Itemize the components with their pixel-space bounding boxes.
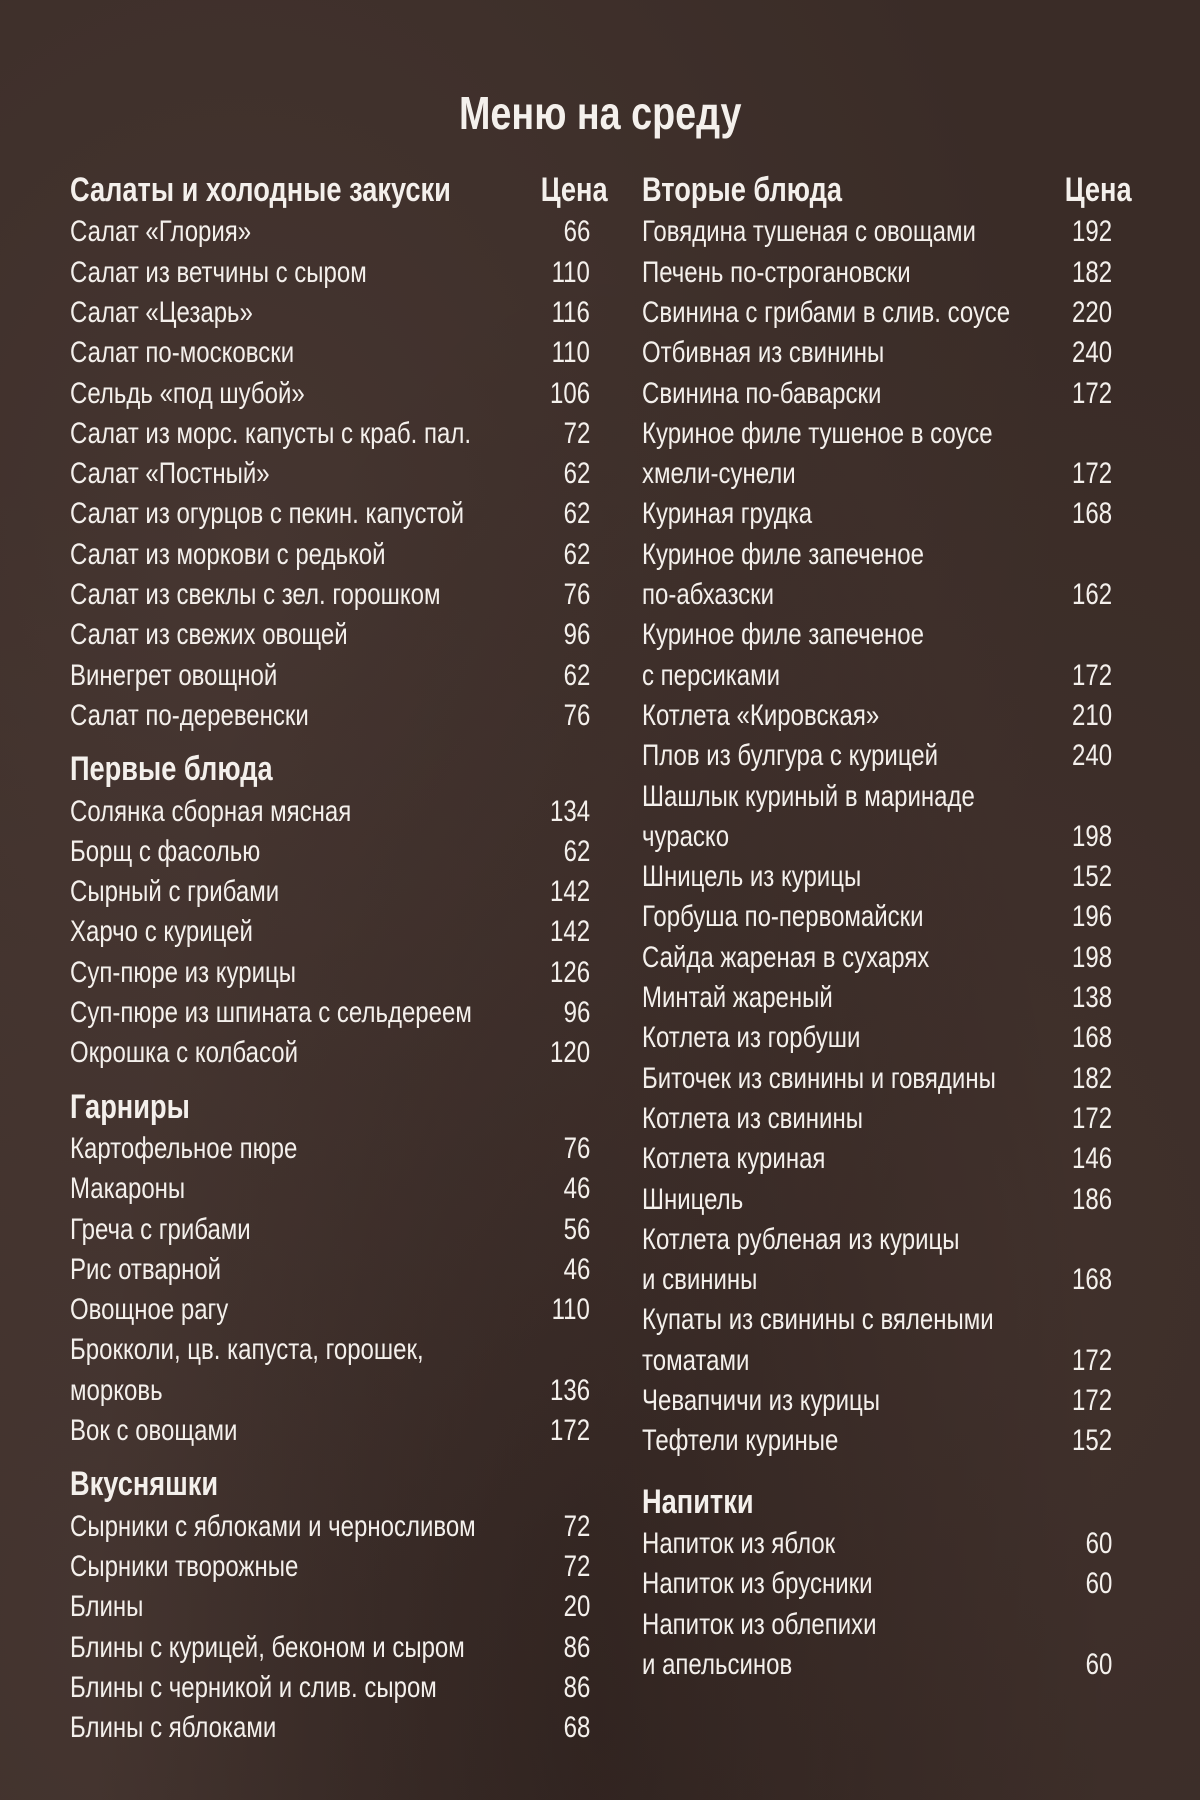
item-name: Котлета рубленая из курицы bbox=[642, 1222, 960, 1256]
menu-item bbox=[70, 912, 590, 952]
item-name: Куриное филе запеченое bbox=[642, 537, 924, 571]
item-price: 182 bbox=[1071, 1061, 1112, 1095]
menu-item bbox=[642, 615, 1112, 655]
menu-item bbox=[70, 1708, 590, 1748]
section-heading bbox=[70, 1464, 590, 1504]
item-name: Говядина тушеная с овощами bbox=[642, 215, 976, 249]
item-name: Блины bbox=[70, 1590, 144, 1624]
item-name: Шашлык куриный в маринаде bbox=[642, 779, 975, 813]
item-name: чураско bbox=[642, 819, 730, 853]
menu-item bbox=[642, 1220, 1112, 1260]
item-name: Напиток из облепихи bbox=[642, 1607, 877, 1641]
item-name: Свинина с грибами в слив. соусе bbox=[642, 295, 1011, 329]
item-price: 142 bbox=[549, 915, 590, 949]
item-price: 62 bbox=[563, 497, 590, 531]
item-price: 134 bbox=[549, 794, 590, 828]
menu-item bbox=[70, 696, 590, 736]
item-name: с персиками bbox=[642, 658, 781, 692]
page-title: Меню на среду bbox=[458, 87, 742, 139]
item-price: 76 bbox=[563, 578, 590, 611]
item-name: Салат «Цезарь» bbox=[70, 295, 253, 329]
menu-item bbox=[70, 1210, 590, 1250]
item-price: 60 bbox=[1085, 1526, 1112, 1560]
item-name: Свинина по-баварски bbox=[642, 376, 882, 410]
menu-item bbox=[70, 1628, 590, 1668]
menu-item bbox=[642, 817, 1112, 857]
menu-item bbox=[642, 1341, 1112, 1381]
menu-item bbox=[642, 696, 1112, 736]
item-price: 72 bbox=[563, 416, 590, 450]
item-price: 168 bbox=[1071, 1021, 1112, 1055]
menu-item bbox=[70, 1033, 590, 1073]
item-price: 172 bbox=[1071, 376, 1112, 410]
item-price: 172 bbox=[1071, 457, 1112, 491]
item-name: Салат по-московски bbox=[70, 336, 295, 370]
item-price: 110 bbox=[551, 336, 590, 370]
item-name: Макароны bbox=[70, 1172, 186, 1206]
section-heading bbox=[70, 749, 590, 789]
item-name: Купаты из свинины с вялеными bbox=[642, 1303, 994, 1337]
item-name: Блины с черникой и слив. сыром bbox=[70, 1670, 437, 1704]
menu-item bbox=[70, 872, 590, 912]
item-name: Блины с курицей, беконом и сыром bbox=[70, 1630, 465, 1664]
menu-item bbox=[642, 1139, 1112, 1179]
item-name: Сырники творожные bbox=[70, 1549, 299, 1583]
menu-item bbox=[642, 1300, 1112, 1340]
item-name: Сырники с яблоками и черносливом bbox=[70, 1509, 476, 1543]
menu-item bbox=[70, 1547, 590, 1587]
item-name: Сайда жареная в сухарях bbox=[642, 940, 930, 974]
menu-item bbox=[70, 454, 590, 494]
item-name: Куриное филе запеченое bbox=[642, 618, 924, 652]
menu-item bbox=[70, 792, 590, 832]
item-price: 146 bbox=[1071, 1142, 1112, 1176]
menu-item bbox=[642, 1059, 1112, 1099]
item-name: Шницель bbox=[642, 1182, 744, 1216]
item-name: Тефтели куриные bbox=[642, 1424, 839, 1458]
menu-item bbox=[70, 575, 590, 615]
item-price: 76 bbox=[563, 698, 590, 732]
menu-item bbox=[70, 494, 590, 534]
menu-item bbox=[70, 1250, 590, 1290]
item-name: Котлета куриная bbox=[642, 1142, 826, 1176]
item-price: 120 bbox=[549, 1036, 590, 1070]
item-name: Суп-пюре из шпината с сельдереем bbox=[70, 996, 472, 1029]
item-price: 110 bbox=[551, 255, 590, 289]
menu-item bbox=[642, 1564, 1112, 1604]
item-price: 56 bbox=[563, 1212, 590, 1246]
item-price: 142 bbox=[549, 875, 590, 909]
item-name: Отбивная из свинины bbox=[642, 336, 885, 370]
menu-item bbox=[642, 1605, 1112, 1645]
menu-item bbox=[70, 374, 590, 414]
item-name: Плов из булгура с курицей bbox=[642, 739, 939, 773]
menu-item bbox=[642, 1381, 1112, 1421]
item-price: 20 bbox=[563, 1590, 590, 1624]
section-heading bbox=[642, 1482, 1112, 1522]
item-price: 162 bbox=[1071, 578, 1112, 611]
item-price: 168 bbox=[1071, 1263, 1112, 1297]
item-price: 210 bbox=[1071, 698, 1112, 732]
item-name: по-абхазски bbox=[642, 578, 775, 611]
item-name: Салат из свежих овощей bbox=[70, 618, 348, 652]
item-name: Биточек из свинины и говядины bbox=[642, 1061, 996, 1095]
item-price: 86 bbox=[563, 1630, 590, 1664]
menu-item bbox=[642, 1180, 1112, 1220]
menu-item bbox=[70, 293, 590, 333]
item-name: Шницель из курицы bbox=[642, 860, 862, 894]
price-header: Цена bbox=[1065, 171, 1132, 209]
menu-item bbox=[642, 1524, 1112, 1564]
item-price: 198 bbox=[1071, 819, 1112, 853]
item-price: 126 bbox=[549, 955, 590, 989]
item-price: 172 bbox=[1071, 658, 1112, 692]
section-title: Вкусняшки bbox=[70, 1465, 219, 1504]
menu-item bbox=[70, 414, 590, 454]
item-name: Салат из огурцов с пекин. капустой bbox=[70, 497, 465, 531]
section-title: Салаты и холодные закуски bbox=[70, 171, 451, 209]
item-name: Вок с овощами bbox=[70, 1414, 238, 1447]
menu-item bbox=[70, 832, 590, 872]
item-name: Сельдь «под шубой» bbox=[70, 376, 305, 410]
menu-item bbox=[70, 1411, 590, 1451]
menu-item bbox=[70, 333, 590, 373]
item-name: Салат из моркови с редькой bbox=[70, 537, 386, 571]
item-price: 198 bbox=[1071, 940, 1112, 974]
item-name: хмели-сунели bbox=[642, 457, 796, 491]
item-price: 60 bbox=[1085, 1647, 1112, 1681]
item-price: 192 bbox=[1071, 215, 1112, 249]
item-name: Овощное рагу bbox=[70, 1293, 229, 1327]
item-price: 172 bbox=[1071, 1384, 1112, 1417]
menu-item bbox=[642, 212, 1112, 252]
menu-item bbox=[70, 993, 590, 1033]
menu-item bbox=[70, 212, 590, 252]
menu-item bbox=[642, 494, 1112, 534]
menu-item bbox=[642, 897, 1112, 937]
item-price: 68 bbox=[563, 1711, 590, 1745]
item-price: 46 bbox=[563, 1252, 590, 1286]
item-price: 62 bbox=[563, 658, 590, 692]
item-name: Печень по-строгановски bbox=[642, 255, 911, 289]
menu-item bbox=[642, 978, 1112, 1018]
menu-item bbox=[642, 535, 1112, 575]
item-name: Борщ с фасолью bbox=[70, 834, 261, 868]
item-price: 110 bbox=[551, 1293, 590, 1327]
item-name: Напиток из брусники bbox=[642, 1567, 873, 1601]
menu-item bbox=[642, 1260, 1112, 1300]
menu-item bbox=[70, 1507, 590, 1547]
item-name: Котлета из свинины bbox=[642, 1101, 863, 1135]
menu-item bbox=[642, 1099, 1112, 1139]
item-name: Салат «Постный» bbox=[70, 457, 270, 491]
item-price: 168 bbox=[1071, 497, 1112, 531]
item-price: 220 bbox=[1071, 295, 1112, 329]
item-price: 182 bbox=[1071, 255, 1112, 289]
section-heading bbox=[70, 170, 608, 210]
menu-item bbox=[642, 938, 1112, 978]
item-price: 152 bbox=[1071, 1424, 1112, 1458]
item-name: Салат из ветчины с сыром bbox=[70, 255, 367, 289]
item-name: Суп-пюре из курицы bbox=[70, 955, 297, 989]
menu-item bbox=[70, 1587, 590, 1627]
item-name: Котлета «Кировская» bbox=[642, 698, 880, 732]
item-name: и апельсинов bbox=[642, 1647, 793, 1681]
item-name: Горбуша по-первомайски bbox=[642, 900, 924, 934]
item-price: 196 bbox=[1071, 900, 1112, 934]
menu-item bbox=[70, 535, 590, 575]
item-price: 66 bbox=[563, 215, 590, 249]
menu-item bbox=[70, 615, 590, 655]
item-name: Салат из свеклы с зел. горошком bbox=[70, 578, 441, 611]
item-name: и свинины bbox=[642, 1263, 758, 1297]
item-name: Винегрет овощной bbox=[70, 658, 278, 692]
item-name: Блины с яблоками bbox=[70, 1711, 277, 1745]
item-name: Напиток из яблок bbox=[642, 1526, 836, 1560]
item-name: Салат по-деревенски bbox=[70, 698, 309, 732]
item-name: Картофельное пюре bbox=[70, 1131, 298, 1165]
item-price: 60 bbox=[1085, 1567, 1112, 1601]
menu-item bbox=[642, 736, 1112, 776]
section-title: Первые блюда bbox=[70, 750, 273, 789]
menu-item bbox=[642, 374, 1112, 414]
item-price: 96 bbox=[563, 618, 590, 652]
item-name: Солянка сборная мясная bbox=[70, 794, 352, 828]
section-heading bbox=[642, 170, 1132, 210]
menu-item bbox=[642, 575, 1112, 615]
menu-item bbox=[642, 1645, 1112, 1685]
menu-item bbox=[642, 333, 1112, 373]
item-name: Котлета из горбуши bbox=[642, 1021, 861, 1055]
item-price: 86 bbox=[563, 1670, 590, 1704]
menu-item bbox=[642, 414, 1112, 454]
item-name: Салат «Глория» bbox=[70, 215, 252, 249]
item-name: Харчо с курицей bbox=[70, 915, 253, 949]
item-price: 46 bbox=[563, 1172, 590, 1206]
menu-item bbox=[70, 1129, 590, 1169]
item-price: 240 bbox=[1071, 739, 1112, 773]
section-heading bbox=[70, 1087, 590, 1127]
menu-item bbox=[642, 656, 1112, 696]
menu-item bbox=[70, 953, 590, 993]
item-price: 62 bbox=[563, 834, 590, 868]
item-price: 96 bbox=[563, 996, 590, 1029]
item-price: 72 bbox=[563, 1549, 590, 1583]
item-name: Куриное филе тушеное в соусе bbox=[642, 416, 993, 450]
item-price: 152 bbox=[1071, 860, 1112, 894]
section-title: Вторые блюда bbox=[642, 171, 843, 209]
menu-item bbox=[642, 1421, 1112, 1461]
item-price: 62 bbox=[563, 457, 590, 491]
item-name: Куриная грудка bbox=[642, 497, 813, 531]
menu-item bbox=[642, 253, 1112, 293]
item-price: 172 bbox=[549, 1414, 590, 1447]
menu-item bbox=[70, 1371, 590, 1411]
item-price: 76 bbox=[563, 1131, 590, 1165]
item-price: 72 bbox=[563, 1509, 590, 1543]
item-name: Рис отварной bbox=[70, 1252, 222, 1286]
item-price: 136 bbox=[549, 1373, 590, 1407]
item-price: 186 bbox=[1071, 1182, 1112, 1216]
item-name: Чевапчичи из курицы bbox=[642, 1384, 880, 1417]
menu-item bbox=[70, 1330, 590, 1370]
item-name: Сырный с грибами bbox=[70, 875, 280, 909]
item-price: 172 bbox=[1071, 1343, 1112, 1377]
item-price: 172 bbox=[1071, 1101, 1112, 1135]
item-price: 62 bbox=[563, 537, 590, 571]
item-price: 106 bbox=[549, 376, 590, 410]
menu-item bbox=[642, 777, 1112, 817]
item-price: 240 bbox=[1071, 336, 1112, 370]
price-header: Цена bbox=[541, 171, 608, 209]
menu-item bbox=[70, 253, 590, 293]
section-title: Напитки bbox=[642, 1482, 754, 1521]
item-name: Салат из морс. капусты с краб. пал. bbox=[70, 416, 472, 450]
item-name: Брокколи, цв. капуста, горошек, bbox=[70, 1333, 424, 1367]
section-title: Гарниры bbox=[70, 1087, 190, 1126]
item-name: Минтай жареный bbox=[642, 981, 833, 1014]
menu-item bbox=[70, 1169, 590, 1209]
item-name: Греча с грибами bbox=[70, 1212, 251, 1246]
item-name: Окрошка с колбасой bbox=[70, 1036, 298, 1070]
item-price: 116 bbox=[551, 295, 590, 329]
menu-item bbox=[70, 656, 590, 696]
menu-item bbox=[70, 1290, 590, 1330]
item-name: томатами bbox=[642, 1343, 750, 1377]
item-name: морковь bbox=[70, 1373, 163, 1407]
menu-item bbox=[70, 1668, 590, 1708]
item-price: 138 bbox=[1071, 981, 1112, 1014]
menu-item bbox=[642, 1018, 1112, 1058]
menu-item bbox=[642, 857, 1112, 897]
menu-item bbox=[642, 454, 1112, 494]
menu-item bbox=[642, 293, 1112, 333]
